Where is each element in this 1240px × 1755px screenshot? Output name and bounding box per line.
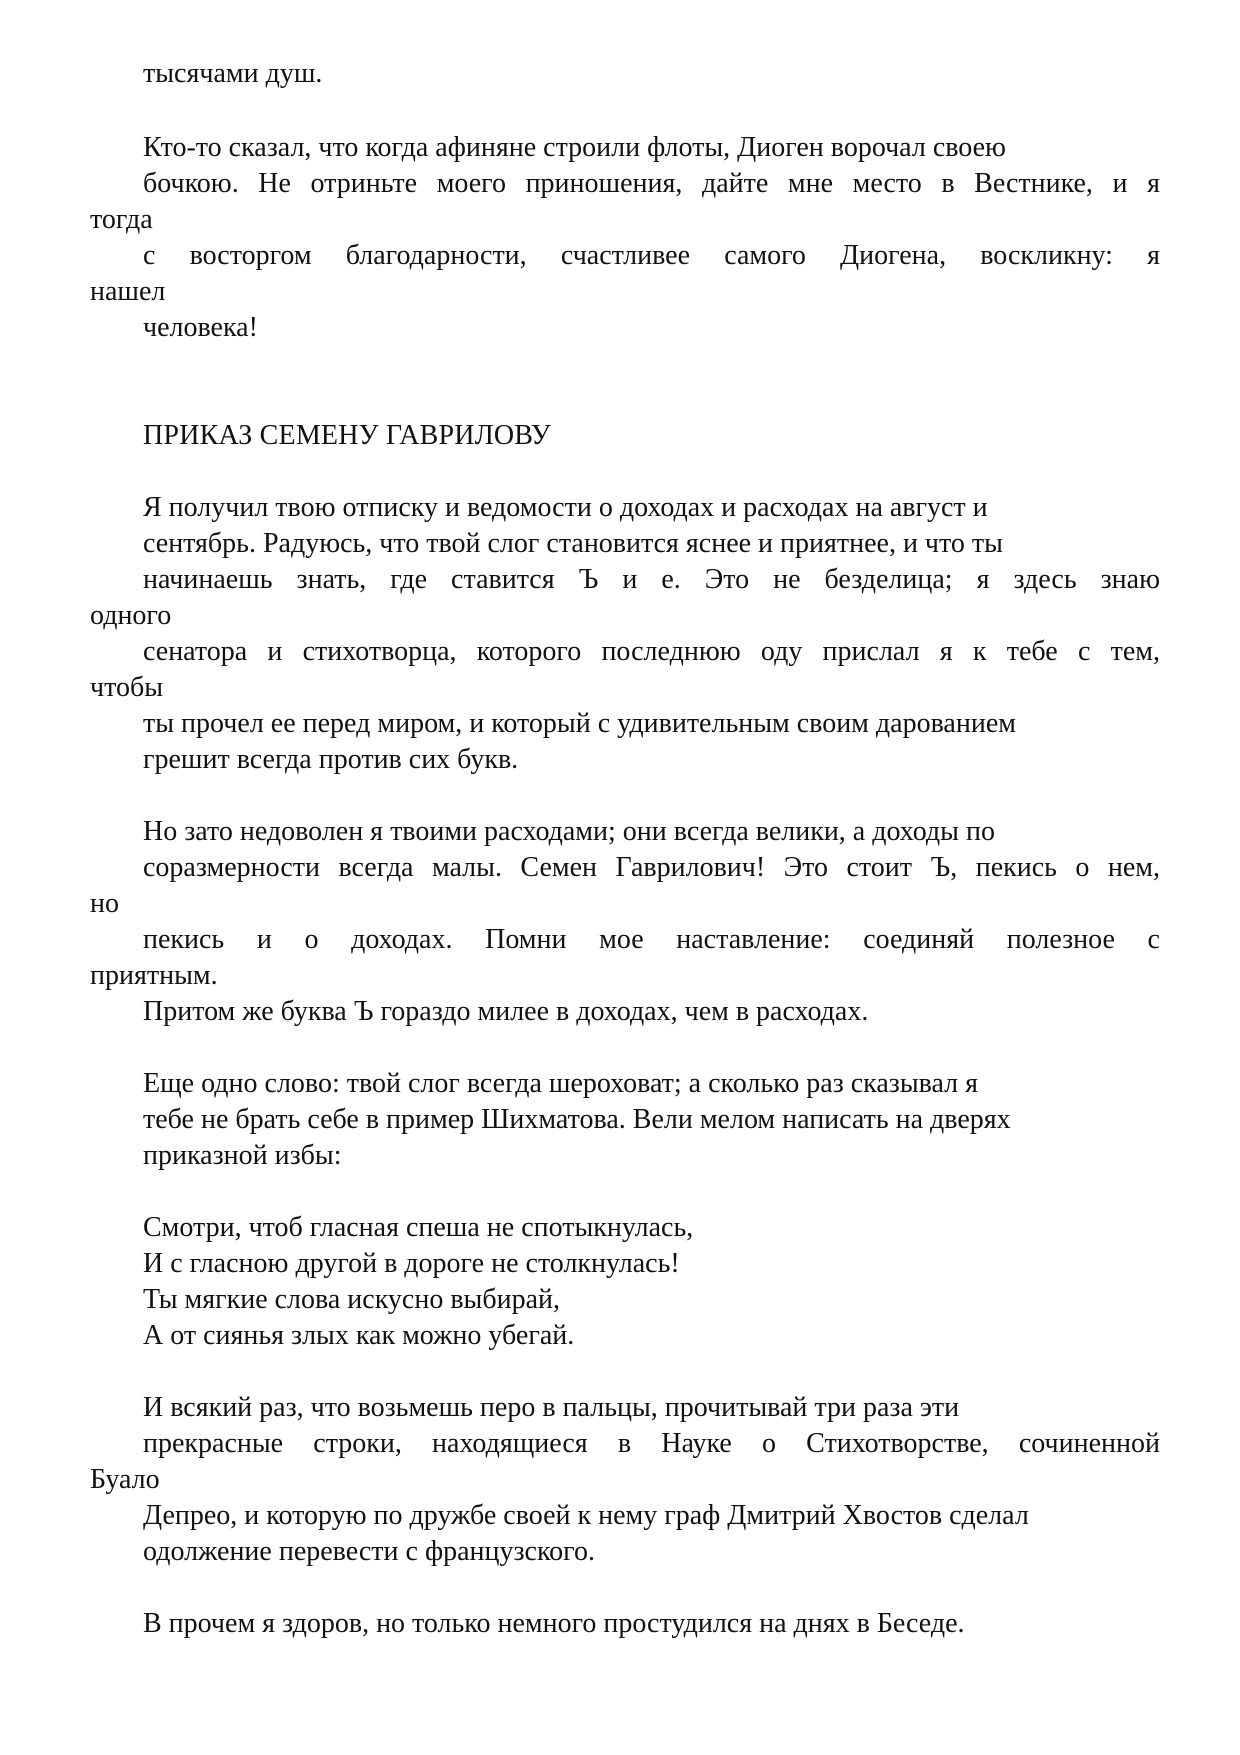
text-line: тысячами душ. xyxy=(143,58,323,89)
text-line: Но зато недоволен я твоими расходами; они всегда велики, а доходы по xyxy=(143,816,995,847)
text-line: Депрео, и которую по дружбе своей к нему граф Дмитрий Хвостов сделал xyxy=(143,1500,1029,1531)
text-line: прекрасные строки, находящиеся в Науке о Стихотворстве, сочиненной xyxy=(143,1428,1160,1459)
text-line: ты прочел ее перед миром, и который с удивительным своим дарованием xyxy=(143,708,1016,739)
text-line: нашел xyxy=(90,276,166,307)
text-line: одолжение перевести с французского. xyxy=(143,1536,595,1567)
text-line: Буало xyxy=(90,1464,160,1495)
text-line: одного xyxy=(90,600,172,631)
text-line: пекись и о доходах. Помни мое наставление: соединяй полезное с xyxy=(143,924,1160,955)
text-line: человека! xyxy=(143,312,258,343)
text-line: В прочем я здоров, но только немного простудился на днях в Беседе. xyxy=(143,1608,965,1639)
text-line: соразмерности всегда малы. Семен Гаврилович! Это стоит Ъ, пекись о нем, xyxy=(143,852,1160,883)
poem-line: А от сиянья злых как можно убегай. xyxy=(143,1320,575,1351)
text-line: сентябрь. Радуюсь, что твой слог становится яснее и приятнее, и что ты xyxy=(143,528,1003,559)
text-line: начинаешь знать, где ставится Ъ и е. Это не безделица; я здесь знаю xyxy=(143,564,1160,595)
text-line: бочкою. Не отриньте моего приношения, дайте мне место в Вестнике, и я xyxy=(143,168,1160,199)
text-line: чтобы xyxy=(90,672,164,703)
text-line: И всякий раз, что возьмешь перо в пальцы, прочитывай три раза эти xyxy=(143,1392,960,1423)
text-line: тебе не брать себе в пример Шихматова. Вели мелом написать на дверях xyxy=(143,1104,1011,1135)
text-line: Еще одно слово: твой слог всегда шероховат; а сколько раз сказывал я xyxy=(143,1068,979,1099)
section-title: ПРИКАЗ СЕМЕНУ ГАВРИЛОВУ xyxy=(143,420,551,451)
poem-line: Ты мягкие слова искусно выбирай, xyxy=(143,1284,561,1315)
text-line: сенатора и стихотворца, которого последнюю оду прислал я к тебе с тем, xyxy=(143,636,1160,667)
text-line: Я получил твою отписку и ведомости о доходах и расходах на август и xyxy=(143,492,988,523)
poem-line: Смотри, чтоб гласная спеша не спотыкнулась, xyxy=(143,1212,694,1243)
text-line: Кто-то сказал, что когда афиняне строили флоты, Диоген ворочал своею xyxy=(143,132,1006,163)
poem-line: И с гласною другой в дороге не столкнулась! xyxy=(143,1248,680,1279)
text-line: тогда xyxy=(90,204,153,235)
text-line: приказной избы: xyxy=(143,1140,342,1171)
text-line: грешит всегда против сих букв. xyxy=(143,744,519,775)
text-line: Притом же буква Ъ гораздо милее в доходах, чем в расходах. xyxy=(143,996,869,1027)
text-line: но xyxy=(90,888,119,919)
text-line: с восторгом благодарности, счастливее самого Диогена, воскликну: я xyxy=(143,240,1160,271)
text-line: приятным. xyxy=(90,960,218,991)
